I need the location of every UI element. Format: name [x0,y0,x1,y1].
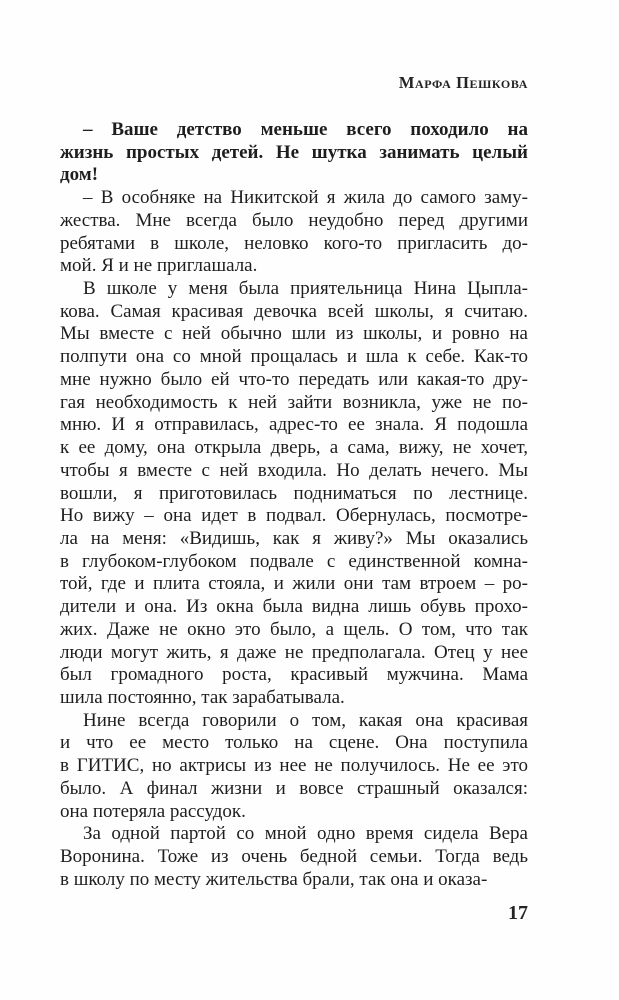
text-line: к ее дому, она открыла дверь, а сама, вижу, не хочет, [60,437,528,459]
text-line: За одной партой со мной одно время сидела Вера [83,823,528,845]
text-line: – В особняке на Никитской я жила до самого заму- [83,187,528,209]
text-line: гая необходимость к ней зайти возникла, уже не по- [60,391,528,413]
text-line: полпути она со мной прощалась и шла к себе. Как-то [60,346,528,368]
text-line: в глубоком-глубоком подвале с единственной комна- [60,550,528,572]
text-line: жих. Даже не окно это было, а щель. О том, что так [60,618,528,640]
text-line: и что ее место только на сцене. Она поступила [60,732,528,754]
text-line: жества. Мне всегда было неудобно перед другими [60,209,528,231]
text-line: Нине всегда говорили о том, какая она красивая [83,709,528,731]
text-line: В школе у меня была приятельница Нина Цыпла- [83,278,528,300]
text-line: вошли, я приготовилась подниматься по лестнице. [60,482,528,504]
page-number: 17 [508,902,528,924]
text-line: – Ваше детство меньше всего походило на [83,119,528,140]
text-line: Воронина. Тоже из очень бедной семьи. Тогда ведь [60,846,528,867]
text-line: был громадного роста, красивый мужчина. Мама [60,664,528,686]
text-line: ребятами в школе, неловко кого-то пригласить до- [60,232,528,254]
paragraph [60,710,528,824]
text-line: мню. И я отправилась, адрес-то ее знала. Я подошла [60,414,528,436]
text-line: в ГИТИС, но актрисы из нее не получилось. Не ее это [60,755,528,777]
text-line: ла на меня: «Видишь, как я живу?» Мы оказались [60,527,528,549]
paragraph [60,119,528,187]
paragraph [60,187,528,278]
text-line: в школу по месту жительства брали, так она и оказа- [60,868,488,890]
text-line: дители и она. Из окна была видна лишь обувь прохо- [60,596,528,618]
text-line: кова. Самая красивая девочка всей школы, я считаю. [60,300,528,322]
running-header: Марфа Пешкова [398,73,528,92]
text-line: мой. Я и не приглашала. [60,255,258,277]
text-line: мне нужно было ей что-то передать или какая-то дру- [60,368,528,390]
text-line: жизнь простых детей. Не шутка занимать целый [60,141,528,163]
paragraph [60,823,528,891]
text-line: чтобы я вместе с ней входила. Но делать нечего. Мы [60,459,528,481]
text-line: было. А финал жизни и вовсе страшный оказался: [60,777,528,799]
text-line: Но вижу – она идет в подвал. Обернулась, посмотре- [60,505,528,527]
text-line: той, где и плита стояла, и жили они там втроем – ро- [60,573,528,595]
text-line: дом! [60,164,99,186]
text-line: она потеряла рассудок. [60,800,246,822]
body-text [60,119,528,891]
text-line: Мы вместе с ней обычно шли из школы, и ровно на [60,323,528,345]
paragraph [60,278,528,710]
text-line: шила постоянно, так зарабатывала. [60,686,345,708]
text-line: люди могут жить, я даже не предполагала. Отец у нее [60,641,528,663]
